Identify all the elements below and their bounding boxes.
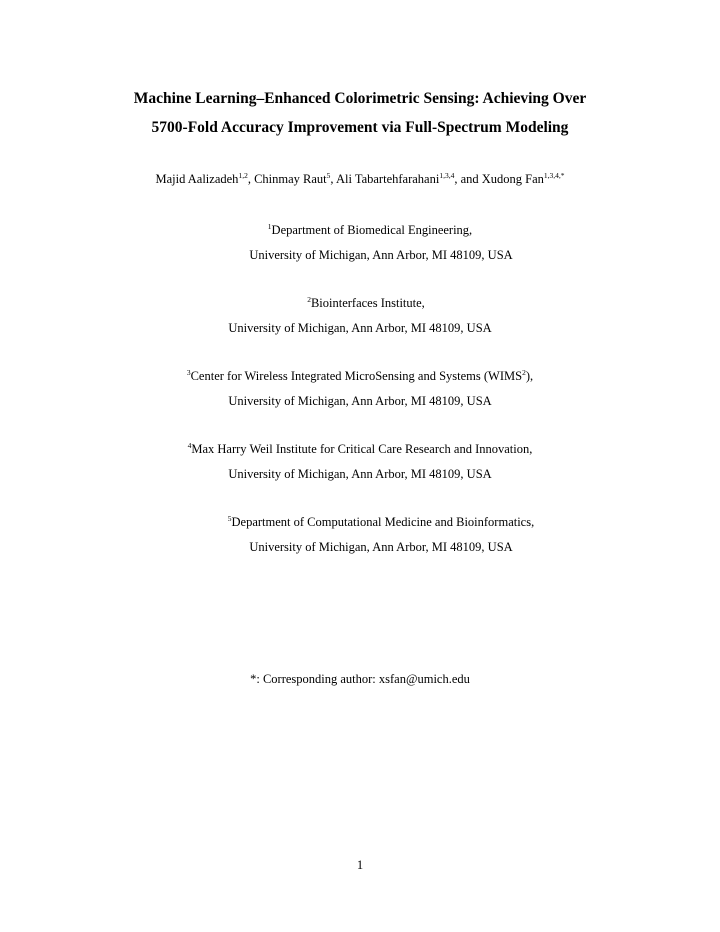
author-separator: , — [454, 172, 461, 186]
affiliation-address: University of Michigan, Ann Arbor, MI 48109, USA — [228, 321, 492, 335]
affiliation-address: University of Michigan, Ann Arbor, MI 48109, USA — [228, 467, 492, 481]
paper-title — [0, 84, 720, 142]
affiliation-4 — [0, 437, 720, 487]
affiliation-department: $^2$Biointerfaces Institute, — [307, 295, 425, 310]
affiliation-department: $^4$Max Harry Weil Institute for Critical Care Research and Innovation, — [187, 441, 533, 456]
page-number: 1 — [356, 858, 364, 872]
author-affiliation-marker: 1,3,4,* — [543, 171, 565, 180]
author-separator: , — [247, 172, 255, 186]
affiliation-number: 2 — [307, 295, 311, 304]
author-affiliation-marker: 5 — [326, 171, 331, 180]
affiliation-address: University of Michigan, Ann Arbor, MI 48109, USA — [249, 248, 513, 262]
affiliation-number: 1 — [267, 222, 272, 231]
affiliation-department: $^3$Center for Wireless Integrated MicroSensing and Systems (WIMS$^2$), — [186, 368, 534, 383]
author-affiliation-marker: 1,2 — [238, 171, 248, 180]
title-line-1: Machine Learning–Enhanced Colorimetric Sensing: Achieving Over — [133, 90, 587, 107]
corresponding-author: *: Corresponding author: xsfan@umich.edu — [250, 672, 470, 686]
affiliation-number: 4 — [187, 441, 192, 450]
affiliation-department: $^5$Department of Computational Medicine and Bioinformatics, — [227, 514, 535, 529]
author-name: and Xudong Fan — [460, 172, 544, 186]
title-line-2: 5700-Fold Accuracy Improvement via Full-Spectrum Modeling — [151, 119, 569, 136]
affiliation-address: University of Michigan, Ann Arbor, MI 48109, USA — [249, 540, 513, 554]
affiliation-1 — [0, 218, 720, 268]
affiliation-department: $^1$Department of Biomedical Engineering, — [267, 222, 473, 237]
author-name: Ali Tabartehfarahani — [335, 172, 440, 186]
wims-superscript: 2 — [522, 368, 526, 377]
affiliation-5 — [0, 510, 720, 560]
author-affiliation-marker: 1,3,4 — [439, 171, 455, 180]
author-name: Chinmay Raut — [254, 172, 327, 186]
author-name: Majid Aalizadeh — [155, 172, 239, 186]
author-separator: , — [330, 172, 336, 186]
author-list — [0, 170, 720, 188]
affiliation-3 — [0, 364, 720, 414]
affiliation-number: 5 — [227, 514, 232, 523]
affiliation-address: University of Michigan, Ann Arbor, MI 48109, USA — [228, 394, 492, 408]
affiliation-number: 3 — [186, 368, 191, 377]
affiliation-2 — [0, 291, 720, 341]
